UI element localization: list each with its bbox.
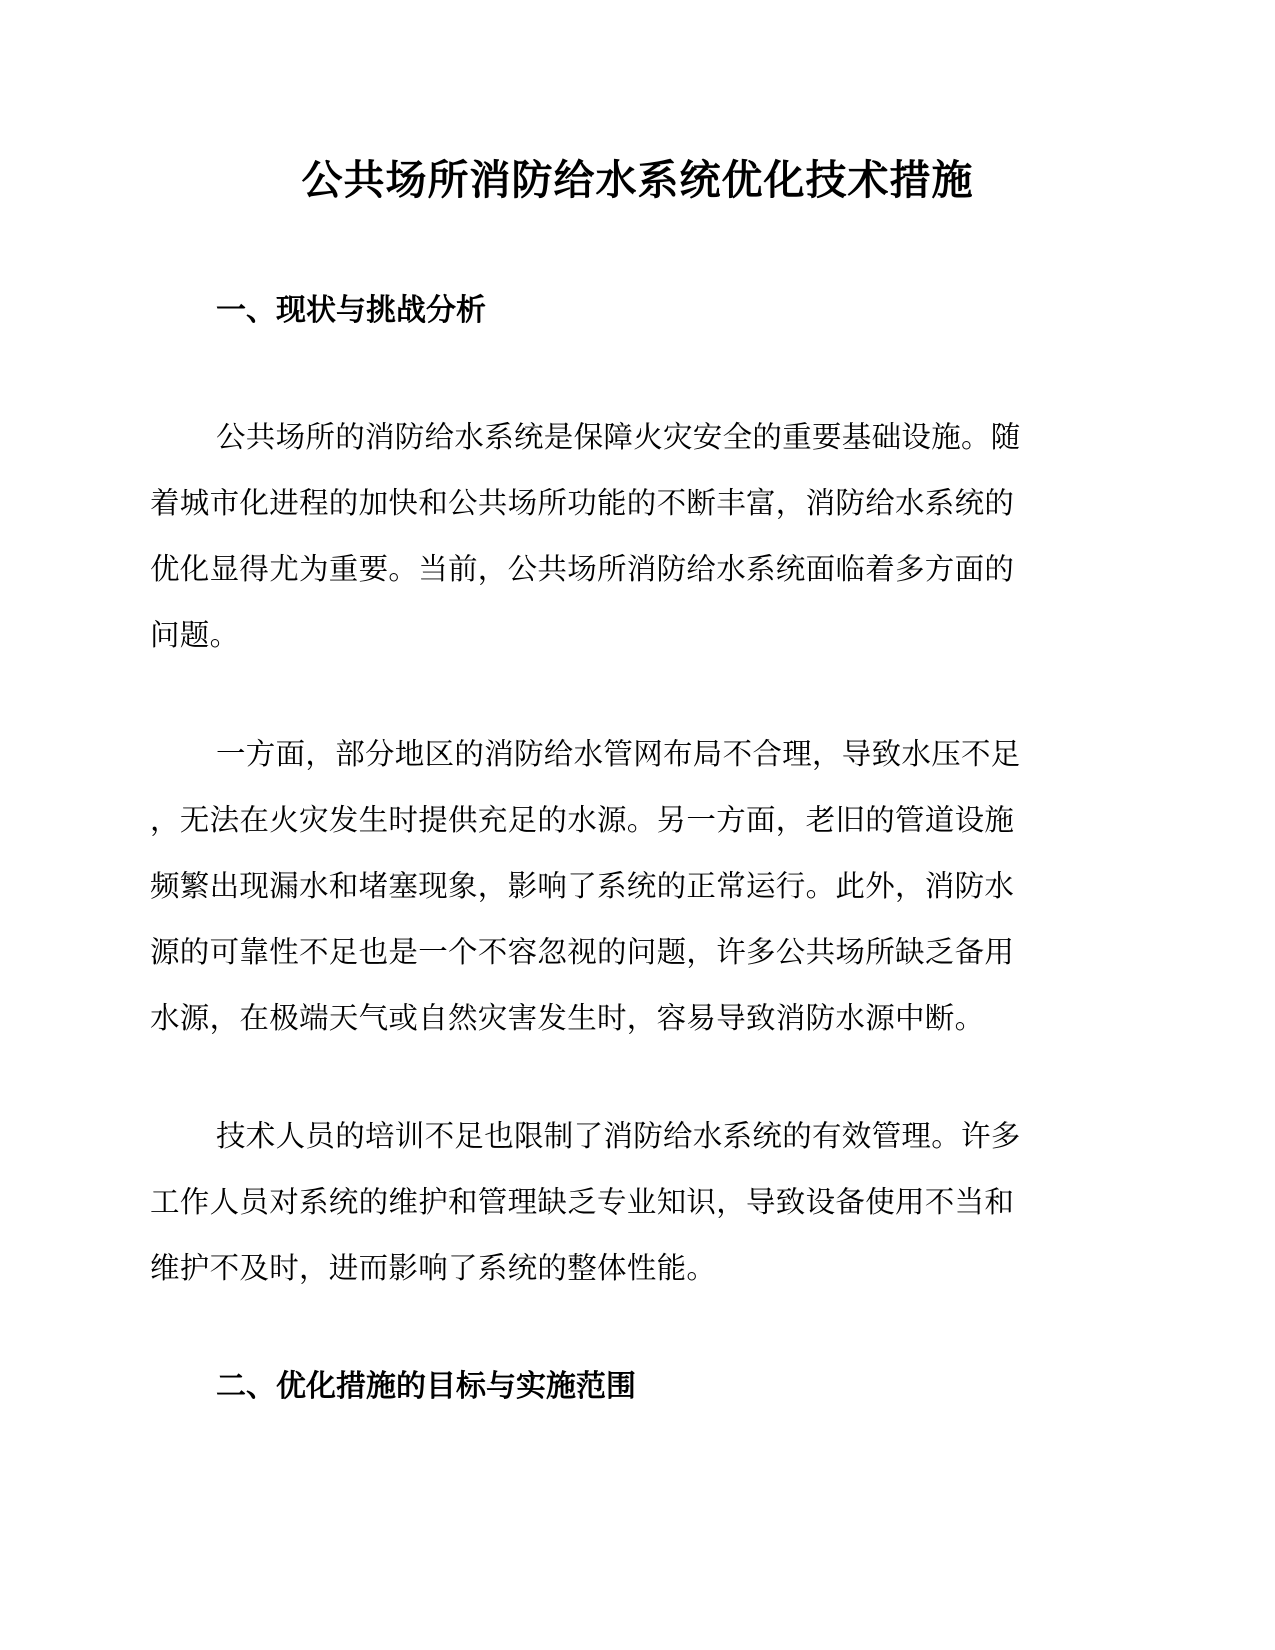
paragraph-line: 频繁出现漏水和堵塞现象，影响了系统的正常运行。此外，消防水 xyxy=(150,869,1015,903)
paragraph-line: 水源，在极端天气或自然灾害发生时，容易导致消防水源中断。 xyxy=(150,1001,985,1035)
section-heading-2: 二、优化措施的目标与实施范围 xyxy=(216,1369,636,1404)
paragraph-line: 优化显得尤为重要。当前，公共场所消防给水系统面临着多方面的 xyxy=(150,552,1015,586)
paragraph-1 xyxy=(150,404,1116,668)
paragraph-line: 问题。 xyxy=(150,618,240,652)
paragraph-line: 公共场所的消防给水系统是保障火灾安全的重要基础设施。随 xyxy=(216,420,1021,454)
paragraph-line: 技术人员的培训不足也限制了消防给水系统的有效管理。许多 xyxy=(216,1119,1021,1153)
paragraph-line: 一方面，部分地区的消防给水管网布局不合理，导致水压不足 xyxy=(216,737,1021,771)
paragraph-line: 着城市化进程的加快和公共场所功能的不断丰富，消防给水系统的 xyxy=(150,486,1015,520)
paragraph-2 xyxy=(150,721,1116,1051)
paragraph-line: 源的可靠性不足也是一个不容忽视的问题，许多公共场所缺乏备用 xyxy=(150,935,1015,969)
paragraph-line: ，无法在火灾发生时提供充足的水源。另一方面，老旧的管道设施 xyxy=(150,803,1015,837)
document-title: 公共场所消防给水系统优化技术措施 xyxy=(301,156,974,204)
paragraph-line: 工作人员对系统的维护和管理缺乏专业知识，导致设备使用不当和 xyxy=(150,1185,1015,1219)
section-heading-1: 一、现状与挑战分析 xyxy=(216,293,486,328)
paragraph-3 xyxy=(150,1103,1116,1301)
paragraph-line: 维护不及时，进而影响了系统的整体性能。 xyxy=(150,1251,717,1285)
